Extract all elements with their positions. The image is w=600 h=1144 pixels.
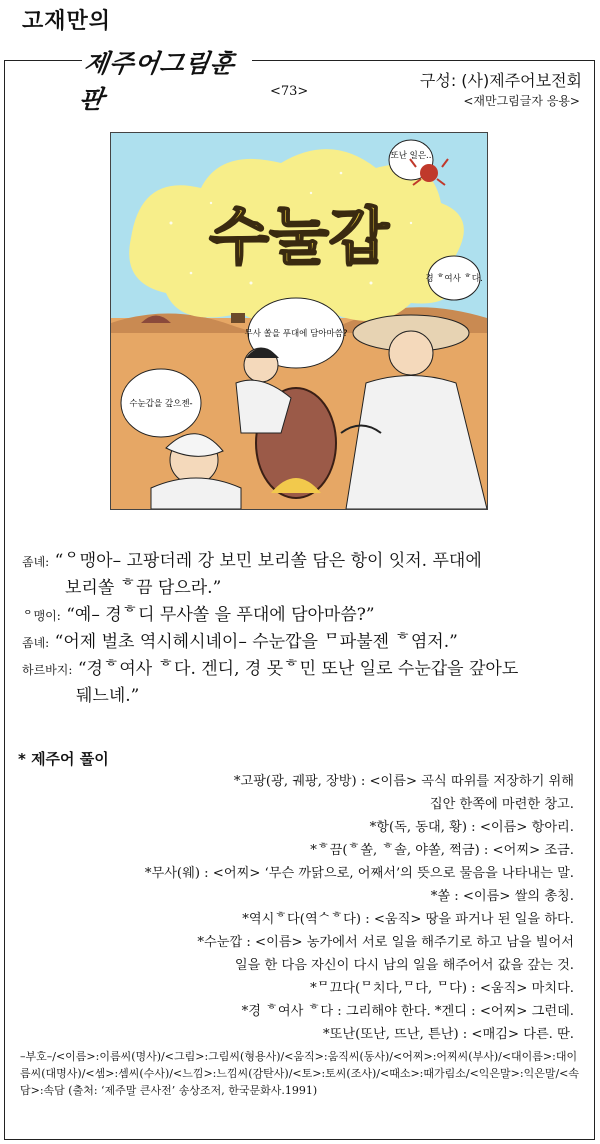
credit-line: 구성: (사)제주어보전회 xyxy=(419,71,582,90)
dialogue-text: “경ᄒ여사 ᄒ다. 겐디, 경 못ᄒ민 또난 일로 수눈갑을 갚아도 xyxy=(77,659,519,679)
speaker-label: 좀녜: xyxy=(22,636,50,650)
dialogue-text: “어제 벌초 역시헤시녜이– 수눈깝을 ᄆ파불젠 ᄒ염저.” xyxy=(54,632,458,652)
dialogue-line-1 xyxy=(22,550,482,572)
series-logo: 제주어그림훈판 xyxy=(82,44,252,82)
dialogue-line-2 xyxy=(22,604,375,626)
issue-number: <73> xyxy=(270,84,309,99)
glossary-line: *경 ᄒ여사 ᄒ다 : 그리해야 한다. *겐디 : <어찌> 그런데. xyxy=(241,1004,574,1019)
glossary-line: *고팡(광, 궤팡, 장방) : <이름> 곡식 따위를 저장하기 위해 xyxy=(233,774,574,789)
glossary-line: *수눈깝 : <이름> 농가에서 서로 일을 해주기로 하고 남을 빌어서 xyxy=(197,935,574,950)
dialogue-line-4-cont: 뒈느녜.” xyxy=(76,686,140,706)
glossary-line: 집안 한쪽에 마련한 창고. xyxy=(429,797,574,812)
glossary-line: *ᄒ끔(ᄒ쏠, ᄒ솔, 야쏠, 쩍금) : <어찌> 조금. xyxy=(310,843,574,858)
credit-subline: <재만그림글자 응용> xyxy=(463,94,580,108)
series-title: 고재만의 xyxy=(22,9,112,34)
dialogue-line-3 xyxy=(22,631,458,653)
glossary-line: *또난(또난, 뜨난, 튼난) : <매김> 다른. 딴. xyxy=(323,1027,574,1042)
bubble-middle: 무사 쏠을 푸대에 담아마씀? xyxy=(244,329,348,339)
bubble-left: 수눈갑을 갚으젠- xyxy=(129,399,193,409)
comic-title-text: 수눌갑 xyxy=(209,200,389,273)
glossary-line: *쏠 : <이름> 쌀의 총칭. xyxy=(430,889,574,904)
dialogue-text: “ᄋ맹아– 고팡더레 강 보민 보리쏠 담은 항이 잇저. 푸대에 xyxy=(54,551,482,571)
dialogue-line-4 xyxy=(22,658,518,680)
comic-illustration xyxy=(110,132,488,510)
glossary-heading: * 제주어 풀이 xyxy=(18,750,109,768)
glossary-line: *항(독, 동대, 황) : <이름> 항아리. xyxy=(369,820,574,835)
speaker-label: 좀녜: xyxy=(22,555,50,569)
dialogue-line-1-cont: 보리쏠 ᄒ끔 담으라.” xyxy=(65,578,222,598)
glossary-line: *무사(웨) : <어찌> ‘무슨 까닭으로, 어째서’의 뜻으로 물음을 나타내는 말. xyxy=(144,866,574,881)
footnote-legend: –부호–/<이름>:이름씨(명사)/<그림>:그림씨(형용사)/<움직>:움직씨(동사)/<어찌>:어찌씨(부사)/<대이름>:대이름씨(대명사)/<셈>:셈씨(수사)/<느낌>:느낌씨(감탄사)/<토>:토씨(조사)/<때소>:때가림소/<익은말>:익은말/<속담>:속담 (출처: ‘제주말 큰사전’ 송상조저, 한국문화사.1991) xyxy=(20,1050,580,1098)
dialogue-text: “예– 경ᄒ디 무사쏠 을 푸대에 담아마씀?” xyxy=(66,605,375,625)
bubble-top-right: 또난 일은.. xyxy=(390,151,432,161)
speaker-label: 하르바지: xyxy=(22,663,73,677)
glossary-line: 일을 한 다음 자신이 다시 남의 일을 해주어서 값을 갚는 것. xyxy=(234,958,574,973)
bubble-right: 경 ᄒ여사 ᄒ다. xyxy=(425,274,483,284)
speaker-label: ᄋ맹이: xyxy=(22,609,61,623)
glossary-line: *ᄆ끄다(ᄆ치다,ᄆ다, ᄆ다) : <움직> 마치다. xyxy=(310,981,574,996)
glossary-line: *역시ᄒ다(역ᄉᄒ다) : <움직> 땅을 파거나 된 일을 하다. xyxy=(242,912,574,927)
